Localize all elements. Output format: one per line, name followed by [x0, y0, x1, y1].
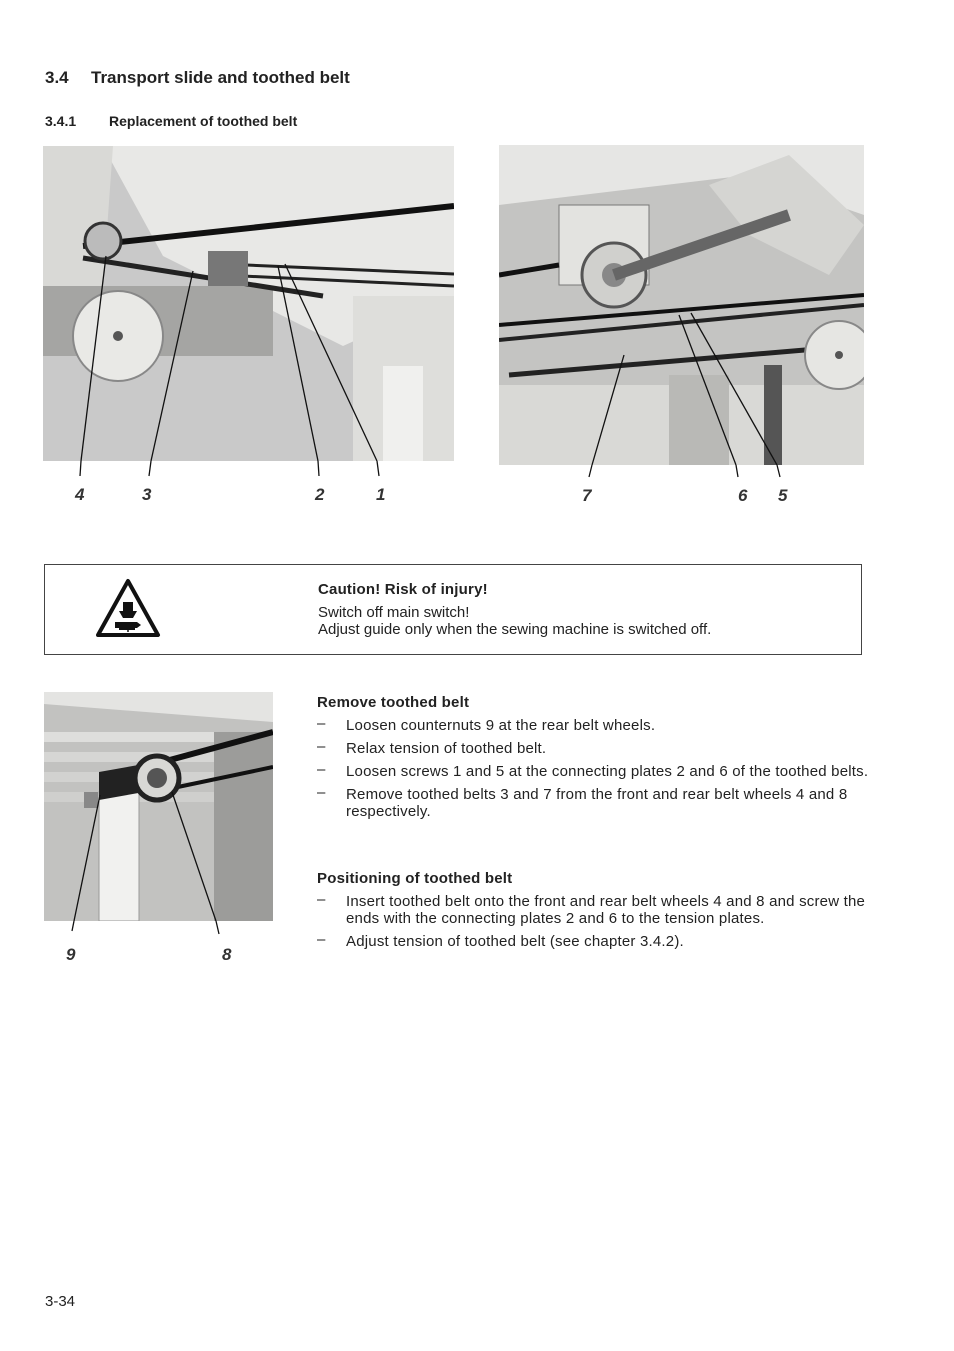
positioning-section [317, 870, 877, 956]
list-item: – Relax tension of toothed belt. [317, 738, 547, 757]
caution-title: Caution! Risk of injury! [318, 581, 488, 598]
subsection-heading [45, 113, 297, 129]
right-photo-leader-lines [499, 465, 864, 481]
callout-4: 4 [75, 485, 85, 504]
list-item: – Adjust tension of toothed belt (see chapter 3.4.2). [317, 931, 684, 950]
section-title: Transport slide and toothed belt [91, 68, 350, 87]
caution-box [44, 564, 862, 655]
small-photo-leader-lines [44, 921, 273, 935]
photo-rear-belt [499, 145, 864, 465]
subsection-number: 3.4.1 [45, 113, 77, 129]
callout-1: 1 [376, 485, 386, 504]
callout-3: 3 [142, 485, 152, 504]
positioning-title: Positioning of toothed belt [317, 870, 513, 887]
remove-title: Remove toothed belt [317, 694, 470, 711]
callout-5: 5 [778, 486, 788, 505]
callout-9: 9 [66, 945, 76, 964]
list-item: – Loosen screws 1 and 5 at the connecting plates 2 and 6 of the toothed belts. [317, 761, 869, 780]
list-item: – Remove toothed belts 3 and 7 from the front and rear belt wheels 4 and 8 respectively. [317, 784, 848, 820]
section-number: 3.4 [45, 68, 69, 87]
callout-8: 8 [222, 945, 232, 964]
list-item: – Insert toothed belt onto the front and rear belt wheels 4 and 8 and screw the ends with the connecting plates 2 and 6 to the tension plates. [317, 891, 866, 927]
subsection-title: Replacement of toothed belt [109, 113, 298, 129]
photo-front-belt [43, 146, 454, 461]
callout-7: 7 [582, 486, 592, 505]
caution-line-1: Switch off main switch! [318, 604, 470, 621]
caution-line-2: Adjust guide only when the sewing machine is switched off. [318, 621, 712, 638]
page-number: 3-34 [45, 1293, 76, 1310]
callout-6: 6 [738, 486, 748, 505]
hand-crush-warning-icon [95, 578, 161, 643]
caution-text [318, 581, 711, 638]
photo-rear-belt-wheel [44, 692, 273, 921]
list-item: – Loosen counternuts 9 at the rear belt wheels. [317, 715, 656, 734]
callout-2: 2 [315, 485, 325, 504]
section-heading [45, 68, 350, 88]
remove-section [317, 694, 877, 826]
left-photo-leader-lines [43, 461, 454, 481]
